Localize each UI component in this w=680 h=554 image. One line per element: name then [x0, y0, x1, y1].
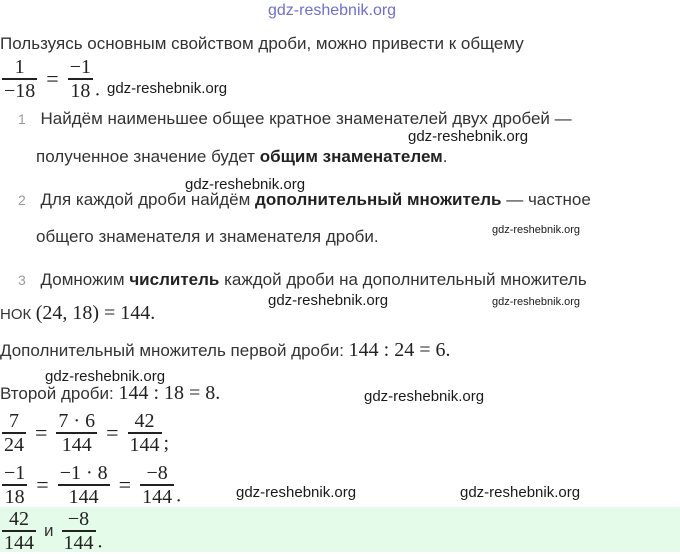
step-number: 3	[18, 272, 26, 288]
watermark: gdz-reshebnik.org	[107, 80, 228, 97]
watermark: gdz-reshebnik.org	[492, 224, 581, 236]
emphasis: общим знаменателем	[259, 147, 443, 166]
fraction: $\frac{42}{144}$	[4, 508, 34, 554]
watermark: gdz-reshebnik.org	[236, 484, 357, 501]
step-2-line-2: общего знаменателя и знаменателя дроби.	[36, 227, 379, 246]
equals-sign: =	[46, 65, 59, 91]
step-number: 2	[18, 192, 26, 208]
fraction: $\frac{-1}{18}$	[69, 56, 91, 102]
result-line: $\frac{42}{144}$ и $\frac{-8}{144}$ .	[4, 508, 103, 554]
step-1	[18, 109, 572, 129]
equation-first: $\frac{7}{24}$ = $\frac{7 \cdot 6}{144}$ = $\frac{42}{144}$ ;	[4, 410, 170, 456]
watermark-top: gdz-reshebnik.org	[268, 2, 397, 19]
watermark: gdz-reshebnik.org	[45, 368, 166, 385]
nok-label: НОК	[0, 306, 32, 323]
step-text: Найдём наименьшее общее кратное знаменателей двух дробей —	[40, 109, 572, 128]
fraction: $\frac{7 \cdot 6}{144}$	[58, 410, 96, 456]
watermark: gdz-reshebnik.org	[268, 292, 389, 309]
intro-fractions: $\frac{1}{-18}$ = $\frac{-1}{18}$ .	[4, 56, 100, 102]
watermark: gdz-reshebnik.org	[460, 484, 581, 501]
fraction: $\frac{-8}{144}$	[142, 462, 173, 508]
watermark: gdz-reshebnik.org	[492, 296, 581, 308]
step-3: 3 Домножим числитель каждой дроби на дополнительный множитель	[18, 270, 587, 289]
fraction: $\frac{42}{144}$	[129, 410, 160, 456]
multiplier-first: Дополнительный множитель первой дроби: 144 : 24 = 6.	[0, 339, 451, 361]
multiplier-expression: 144 : 18 = 8.	[118, 382, 221, 404]
watermark: gdz-reshebnik.org	[185, 176, 306, 193]
step-1-line-2: полученное значение будет общим знаменателем.	[36, 147, 448, 166]
step-2: 2 Для каждой дроби найдём дополнительный множитель — частное	[18, 190, 591, 209]
emphasis: числитель	[129, 270, 220, 289]
emphasis: дополнительный множитель	[255, 190, 502, 209]
fraction: $\frac{-8}{144}$	[63, 508, 94, 554]
fraction: $\frac{-1}{18}$	[4, 462, 26, 508]
multiplier-second: Второй дроби: 144 : 18 = 8.	[0, 382, 221, 404]
step-number: 1	[18, 111, 26, 127]
conjunction: и	[44, 520, 54, 540]
multiplier-expression: 144 : 24 = 6.	[348, 339, 451, 361]
watermark: gdz-reshebnik.org	[364, 388, 485, 405]
fraction: $\frac{7}{24}$	[4, 410, 24, 456]
equation-second: $\frac{-1}{18}$ = $\frac{-1 \cdot 8}{144}$ = $\frac{-8}{144}$ .	[4, 462, 182, 508]
watermark: gdz-reshebnik.org	[408, 128, 529, 145]
intro-text: Пользуясь основным свойством дроби, можно привести к общему	[0, 34, 524, 53]
fraction: $\frac{1}{-18}$	[4, 56, 36, 102]
fraction: $\frac{-1 \cdot 8}{144}$	[59, 462, 108, 508]
nok-line	[0, 302, 155, 325]
nok-expression: (24, 18) = 144.	[35, 302, 156, 324]
